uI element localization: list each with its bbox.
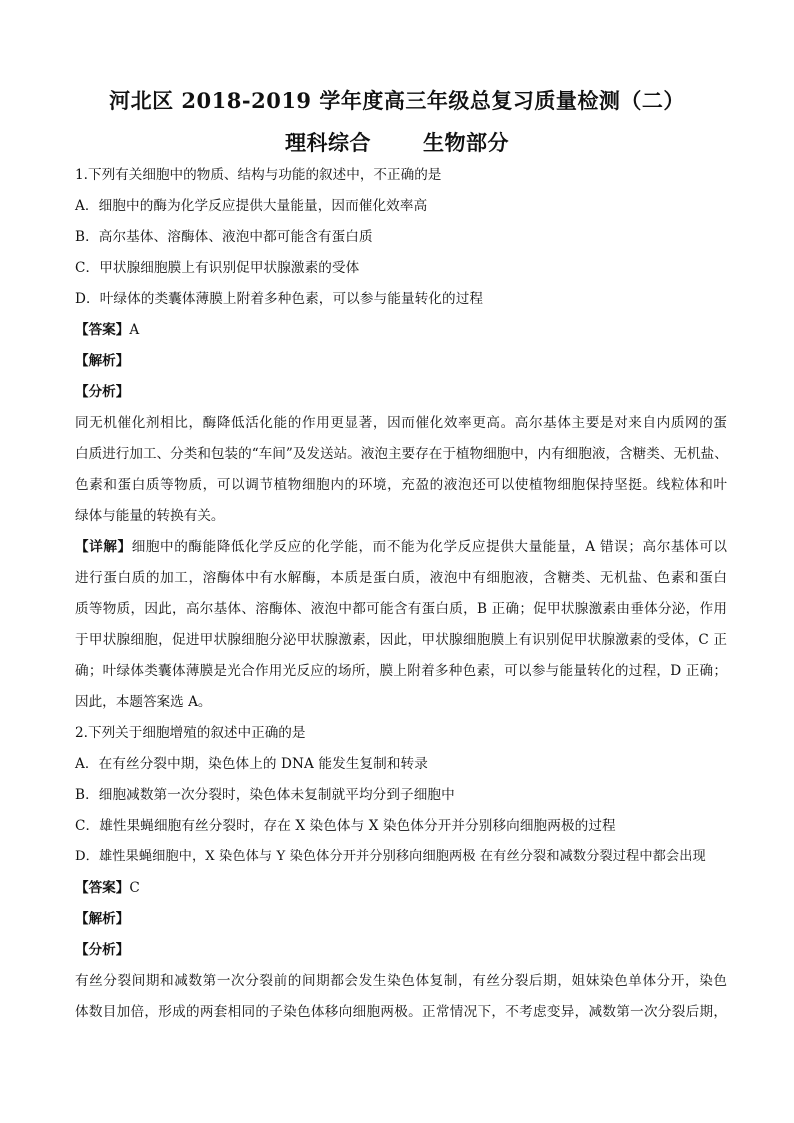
answer-tag: 【答案】 [75, 322, 130, 338]
question-2-analysis-line: 有丝分裂间期和减数第一次分裂前的间期都会发生染色体复制，有丝分裂后期，姐妹染色单体分开，染色 [75, 973, 727, 989]
question-1-option-a: A．细胞中的酶为化学反应提供大量能量，因而催化效率高 [75, 198, 428, 214]
question-1-stem: 1.下列有关细胞中的物质、结构与功能的叙述中，不正确的是 [75, 167, 442, 183]
answer-value: C [129, 880, 140, 896]
question-1-detail-line: 于甲状腺细胞，促进甲状腺细胞分泌甲状腺激素，因此，甲状腺细胞膜上有识别促甲状腺激素的受体，C 正 [75, 632, 727, 648]
answer-tag: 【答案】 [75, 880, 130, 896]
question-1-detail-line: 【详解】细胞中的酶能降低化学反应的化学能，而不能为化学反应提供大量能量，A 错误；高尔基体可以 [75, 539, 727, 555]
question-1-detail-line: 确；叶绿体类囊体薄膜是光合作用光反应的场所，膜上附着多种色素，可以参与能量转化的过程，D 正确； [75, 663, 727, 679]
question-1-option-b: B．高尔基体、溶酶体、液泡中都可能含有蛋白质 [75, 229, 373, 245]
question-1-jiexi-heading: 【解析】 [75, 353, 130, 369]
question-1-answer [75, 321, 139, 339]
question-2-option-b: B．细胞减数第一次分裂时，染色体未复制就平均分到子细胞中 [75, 787, 455, 803]
question-1-analysis-line: 色素和蛋白质等物质，可以调节植物细胞内的环境，充盈的液泡还可以使植物细胞保持坚挺。线粒体和叶 [75, 477, 727, 493]
question-2-answer [75, 879, 140, 897]
question-2-option-d: D．雄性果蝇细胞中，X 染色体与 Y 染色体分开并分别移向细胞两极 在有丝分裂和减数分裂过程中都会出现 [75, 849, 706, 864]
document-title: 河北区 2018-2019 学年度高三年级总复习质量检测（二） [109, 88, 685, 113]
question-1-analysis-line: 绿体与能量的转换有关。 [75, 508, 225, 524]
question-1-analysis-line: 白质进行加工、分类和包装的“车间”及发送站。液泡主要存在于植物细胞中，内有细胞液，含糖类、无机盐、 [75, 446, 728, 462]
answer-value: A [129, 322, 140, 338]
question-2-option-a: A．在有丝分裂中期，染色体上的 DNA 能发生复制和转录 [75, 756, 428, 772]
question-2-fenxi-heading: 【分析】 [75, 942, 130, 958]
subtitle-section: 生物部分 [423, 130, 509, 155]
question-2-stem: 2.下列关于细胞增殖的叙述中正确的是 [75, 725, 306, 741]
question-2-option-c: C．雄性果蝇细胞有丝分裂时，存在 X 染色体与 X 染色体分开并分别移向细胞两极的过程 [75, 818, 616, 834]
question-1-detail-line: 进行蛋白质的加工，溶酶体中有水解酶，本质是蛋白质，液泡中有细胞液，含糖类、无机盐、色素和蛋白 [75, 570, 727, 586]
question-1-option-c: C．甲状腺细胞膜上有识别促甲状腺激素的受体 [75, 260, 360, 276]
question-1-detail-line: 质等物质，因此，高尔基体、溶酶体、液泡中都可能含有蛋白质，B 正确；促甲状腺激素由垂体分泌，作用 [75, 601, 727, 617]
question-1-option-d: D．叶绿体的类囊体薄膜上附着多种色素，可以参与能量转化的过程 [75, 291, 484, 307]
question-2-jiexi-heading: 【解析】 [75, 911, 130, 927]
subtitle-subject: 理科综合 [285, 130, 371, 155]
question-1-fenxi-heading: 【分析】 [75, 384, 130, 400]
question-2-analysis-line: 体数目加倍，形成的两套相同的子染色体移向细胞两极。正常情况下，不考虑变异，减数第一次分裂后期， [75, 1004, 727, 1020]
question-1-detail-line: 因此，本题答案选 A。 [75, 694, 212, 710]
document-subtitle [0, 127, 794, 157]
detail-tag: 【详解】 [75, 539, 132, 555]
question-1-analysis-line: 同无机催化剂相比，酶降低活化能的作用更显著，因而催化效率更高。高尔基体主要是对来自内质网的蛋 [75, 415, 727, 431]
